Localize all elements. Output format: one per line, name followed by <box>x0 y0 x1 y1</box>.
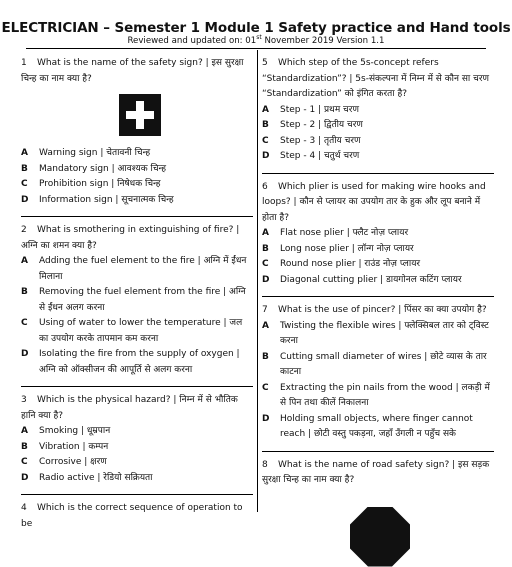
option-a <box>21 254 253 285</box>
option-text: Adding the fuel element to the fire | अग्नि में ईंधन मिलाना <box>39 256 247 282</box>
option-text: Flat nose plier | फ्लैट नोज़ प्लायर <box>280 228 409 238</box>
question-4 <box>21 501 253 532</box>
option-c <box>262 257 494 273</box>
option-letter: C <box>21 457 28 467</box>
question-text <box>21 393 253 424</box>
question-text <box>262 458 494 489</box>
option-c <box>262 134 494 150</box>
option-letter: A <box>21 256 28 266</box>
option-text: Warning sign | चेतावनी चिन्ह <box>39 148 151 158</box>
question-2 <box>21 223 253 387</box>
option-d <box>21 193 253 209</box>
option-text: Radio active | रेडियो सक्रियता <box>39 472 153 483</box>
option-letter: D <box>262 413 270 424</box>
option-text: Step - 2 | द्वितीय चरण <box>280 120 363 130</box>
option-text: Isolating the fire from the supply of oxygen | अग्नि को ऑक्सीजन की आपूर्ति से अलग करना <box>39 349 240 375</box>
option-d <box>262 412 494 443</box>
option-text: Using of water to lower the temperature | जल का उपयोग करके तापमान कम करना <box>39 318 243 344</box>
option-text: Smoking | धूम्रपान <box>39 426 111 436</box>
subtitle-text-end: November 2019 Version 1.1 <box>261 36 385 46</box>
question-separator <box>262 296 494 297</box>
option-letter: D <box>262 151 270 161</box>
question-label: What is the name of the safety sign? | इस सुरक्षा चिन्ह का नाम क्या है? <box>21 58 244 84</box>
option-a <box>21 424 253 440</box>
option-letter: B <box>21 287 28 297</box>
question-separator <box>262 451 494 452</box>
option-letter: D <box>21 349 29 359</box>
option-d <box>21 347 253 378</box>
option-d <box>262 149 494 165</box>
option-b <box>262 350 494 381</box>
question-label: What is smothering in extinguishing of fire? | अग्नि का शमन क्या है? <box>21 225 240 251</box>
question-text <box>21 223 253 254</box>
question-1 <box>21 56 253 217</box>
option-text: Step - 3 | तृतीय चरण <box>280 135 361 146</box>
option-text: Step - 4 | चतुर्थ चरण <box>280 151 360 161</box>
option-text: Diagonal cutting plier | डायगोनल कटिंग प्लायर <box>280 274 462 285</box>
option-text: Mandatory sign | आवश्यक चिन्ह <box>39 163 167 174</box>
question-8 <box>262 458 494 567</box>
option-b <box>21 285 253 316</box>
question-separator <box>21 216 253 217</box>
option-a <box>262 103 494 119</box>
option-letter: C <box>21 179 28 189</box>
question-label: Which is the correct sequence of operation to be <box>21 503 243 529</box>
option-letter: C <box>262 382 269 393</box>
column-divider <box>257 50 258 512</box>
question-separator <box>21 494 253 495</box>
question-6 <box>262 180 494 298</box>
option-text: Information sign | सूचनात्मक चिन्ह <box>39 194 174 205</box>
option-b <box>21 162 253 178</box>
question-text <box>262 180 494 227</box>
option-a <box>21 146 253 162</box>
option-letter: B <box>262 243 269 254</box>
question-7 <box>262 303 494 452</box>
option-a <box>262 319 494 350</box>
option-letter: A <box>262 228 269 238</box>
question-text <box>262 56 494 103</box>
option-letter: B <box>21 163 28 174</box>
option-a <box>262 226 494 242</box>
option-text: Corrosive | क्षरण <box>39 457 107 467</box>
question-number: 6 <box>262 181 268 192</box>
option-c <box>262 381 494 412</box>
question-label: What is the use of pincer? | पिंसर का क्या उपयोग है? <box>278 305 487 315</box>
option-text: Holding small objects, where finger cannot reach | छोटी वस्तु पकड़ना, जहाँ उँगली न पहुँच सके <box>280 413 473 439</box>
question-label: Which is the physical hazard? | निम्न में से भौतिक हानि क्या है? <box>21 395 238 421</box>
subtitle-superscript: st <box>256 34 262 42</box>
option-d <box>262 273 494 289</box>
question-label: Which plier is used for making wire hooks and loops? | कौन से प्लायर का उपयोग तार के हुक और लूप बनाने में होता है? <box>262 181 486 223</box>
document-subtitle <box>0 36 512 46</box>
first-aid-cross-sign-icon <box>119 94 161 136</box>
subtitle-text: Reviewed and updated on: 01 <box>127 36 257 46</box>
stop-octagon-sign-icon <box>350 507 410 567</box>
option-letter: D <box>21 194 29 205</box>
option-c <box>21 455 253 471</box>
question-5 <box>262 56 494 174</box>
left-column <box>21 50 253 532</box>
option-text: Removing the fuel element from the fire | अग्नि से ईंधन अलग करना <box>39 287 246 313</box>
question-number: 8 <box>262 459 268 470</box>
option-letter: A <box>21 426 28 436</box>
question-text <box>262 303 494 319</box>
option-text: Step - 1 | प्रथम चरण <box>280 104 359 115</box>
option-text: Prohibition sign | निषेधक चिन्ह <box>39 179 161 189</box>
option-letter: A <box>262 320 269 331</box>
option-b <box>262 118 494 134</box>
question-number: 5 <box>262 58 268 68</box>
option-letter: B <box>262 351 269 362</box>
option-d <box>21 471 253 487</box>
option-text: Twisting the flexible wires | फ्लेक्सिबल तार को ट्विस्ट करना <box>280 320 489 346</box>
option-text: Round nose plier | राउंड नोज़ प्लायर <box>280 259 421 269</box>
question-label: Which step of the 5s-concept refers “Standardization”? | 5s-संकल्पना में निम्न में से कौन सा चरण “Standardization” को इंगित करता है? <box>262 58 490 99</box>
option-letter: B <box>262 120 269 130</box>
question-label: What is the name of road safety sign? | इस सड़क सुरक्षा चिन्ह का नाम क्या है? <box>262 459 490 485</box>
option-c <box>21 177 253 193</box>
option-b <box>21 440 253 456</box>
option-text: Cutting small diameter of wires | छोटे व्यास के तार काटना <box>280 351 487 377</box>
question-text <box>21 501 253 532</box>
option-c <box>21 316 253 347</box>
question-separator <box>21 386 253 387</box>
option-letter: D <box>262 274 270 285</box>
question-text <box>21 56 253 87</box>
option-text: Extracting the pin nails from the wood | लकड़ी में से पिन तथा कीलें निकालना <box>280 382 490 408</box>
header-rule <box>26 48 486 49</box>
right-column <box>262 50 494 567</box>
option-letter: A <box>21 148 28 158</box>
option-letter: B <box>21 441 28 452</box>
question-number: 7 <box>262 305 268 315</box>
question-number: 2 <box>21 225 27 235</box>
option-b <box>262 242 494 258</box>
option-letter: A <box>262 104 269 115</box>
question-number: 4 <box>21 503 27 513</box>
option-text: Vibration | कम्पन <box>39 441 109 452</box>
question-number: 1 <box>21 58 27 68</box>
question-separator <box>262 173 494 174</box>
option-letter: D <box>21 472 29 483</box>
option-letter: C <box>21 318 28 328</box>
question-3 <box>21 393 253 495</box>
question-number: 3 <box>21 395 27 405</box>
option-letter: C <box>262 259 269 269</box>
option-text: Long nose plier | लॉन्ग नोज़ प्लायर <box>280 243 414 254</box>
document-title: ELECTRICIAN – Semester 1 Module 1 Safety practice and Hand tools <box>1 20 511 36</box>
option-letter: C <box>262 135 269 146</box>
